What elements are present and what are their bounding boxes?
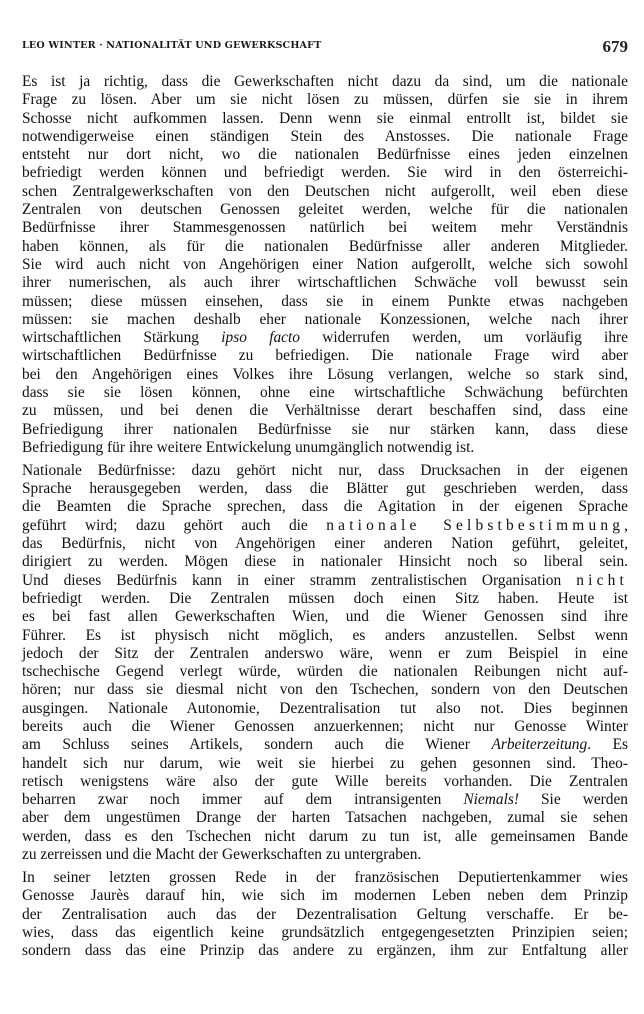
- italic-term: Niemals!: [463, 791, 519, 809]
- text-line: Sie wird auch nicht von Angehörigen einer Nation aufgerollt, welche sich sowohl: [22, 255, 628, 273]
- text-line: dass sie sie lösen können, ohne eine wirtschaftliche Schwächung befürchten: [22, 384, 628, 402]
- text-line: jedoch der Sitz der Zentralen anderswo wäre, wenn er zum Beispiel in eine: [22, 644, 628, 662]
- body-text: [22, 73, 628, 965]
- text-line: tschechische Gegend verlegt würde, würden die nationalen Reibungen nicht auf-: [22, 663, 628, 681]
- running-head: [22, 38, 628, 54]
- text-line: der Zentralisation auch das der Dezentralisation Geltung verschaffe. Er be-: [22, 905, 628, 923]
- italic-term: ipso facto: [221, 329, 300, 347]
- spaced-emphasis: nicht: [576, 571, 628, 589]
- text-line: müssen; diese müssen einsehen, dass sie in einem Punkte etwas nachgeben: [22, 292, 628, 310]
- text-line: wies, dass das eigentlich keine grundsätzlich entgegengesetzten Prinzipien seien;: [22, 923, 628, 941]
- text-line: Führer. Es ist physisch nicht möglich, es anders anzustellen. Selbst wenn: [22, 626, 628, 644]
- text-line: Genosse Jaurès darauf hin, wie sich im modernen Leben neben dem Prinzip: [22, 887, 628, 905]
- text-line: am Schluss seines Artikels, sondern auch die Wiener Arbeiterzeitung. Es: [22, 736, 628, 754]
- text-line: wirtschaftlichen Bedürfnisse zu befriedigen. Die nationale Frage wird aber: [22, 347, 628, 365]
- text-line: aber dem ungestümen Drange der harten Tatsachen nachgeben, zumal sie sehen: [22, 809, 628, 827]
- text-line: In seiner letzten grossen Rede in der französischen Deputiertenkammer wies: [22, 868, 628, 886]
- text-line: beharren zwar noch immer auf dem intransigenten Niemals! Sie werden: [22, 791, 628, 809]
- text-line: Befriedigung für ihre weitere Entwickelung unumgänglich notwendig ist.: [22, 438, 475, 456]
- text-line: Schosse nicht aufkommen lassen. Denn wenn sie einmal entrollt ist, bildet sie: [22, 109, 628, 127]
- spaced-emphasis: nationale Selbstbestimmung: [326, 516, 625, 534]
- text-line: handelt sich nur darum, wie weit sie hierbei zu gehen gesonnen sind. Theo-: [22, 754, 628, 772]
- text-line: das Bedürfnis, nicht von Angehörigen einer anderen Nation geführt, geleitet,: [22, 535, 628, 553]
- italic-term: Arbeiterzeitung: [491, 736, 588, 754]
- text-line: bei den Angehörigen eines Volkes ihre Lösung verlangen, welche so stark sind,: [22, 365, 628, 383]
- page-number: 679: [602, 37, 628, 56]
- text-line: haben können, als für die nationalen Bedürfnisse aller anderen Mitglieder.: [22, 237, 628, 255]
- text-line: zu zerreissen und die Macht der Gewerkschaften zu untergraben.: [22, 846, 422, 864]
- text-line: hören; nur dass sie diesmal nicht von den Tschechen, sondern von den Deutschen: [22, 681, 628, 699]
- text-line: notwendigerweise einen ständigen Stein des Anstosses. Die nationale Frage: [22, 127, 628, 145]
- text-line: Und dieses Bedürfnis kann in einer stramm zentralistischen Organisation nicht: [22, 571, 628, 589]
- text-line: Befriedigung ihrer nationalen Bedürfnisse sie nur stärken kann, dass diese: [22, 420, 628, 438]
- text-line: ausgingen. Nationale Autonomie, Dezentralisation tut also not. Dies beginnen: [22, 699, 628, 717]
- text-line: zu müssen, und bei denen die Verhältnisse derart beschaffen sind, dass eine: [22, 402, 628, 420]
- text-line: es bei fast allen Gewerkschaften Wien, und die Wiener Genossen sind ihre: [22, 608, 628, 626]
- paragraph: [22, 462, 628, 865]
- text-line: entsteht nur dort nicht, wo die nationalen Bedürfnisse eines jeden einzelnen: [22, 146, 628, 164]
- paragraph: [22, 73, 628, 457]
- text-line: bereits auch die Wiener Genossen anzuerkennen; nicht nur Genosse Winter: [22, 717, 628, 735]
- text-line: befriedigt werden können und befriedigt werden. Sie wird in den österreichi-: [22, 164, 628, 182]
- text-line: ihrer numerischen, als auch ihrer wirtschaftlichen Schwäche voll bewusst sein: [22, 274, 628, 292]
- text-line: geführt wird; dazu gehört auch die nationale Selbstbestimmung,: [22, 516, 628, 534]
- text-line: befriedigt werden. Die Zentralen müssen doch einen Sitz haben. Heute ist: [22, 589, 628, 607]
- text-line: schen Zentralgewerkschaften von den Deutschen nicht aufgerollt, weil eben diese: [22, 182, 628, 200]
- running-head-title: LEO WINTER · NATIONALITÄT UND GEWERKSCHAFT: [22, 40, 322, 51]
- text-line: retisch wenigstens wäre also der gute Wille bereits vorhanden. Die Zentralen: [22, 772, 628, 790]
- paragraph: [22, 869, 628, 960]
- text-line: Nationale Bedürfnisse: dazu gehört nicht nur, dass Drucksachen in der eigenen: [22, 461, 628, 479]
- text-line: dirigiert zu werden. Mögen diese in nationaler Hinsicht noch so liberal sein.: [22, 553, 628, 571]
- text-line: müssen: sie machen deshalb eher nationale Konzessionen, welche nach ihrer: [22, 310, 628, 328]
- text-line: wirtschaftlichen Stärkung ipso facto widerrufen werden, um vorläufig ihre: [22, 329, 628, 347]
- text-line: Frage zu lösen. Aber um sie nicht lösen zu müssen, dürfen sie sie in ihrem: [22, 91, 628, 109]
- text-line: Zentralen von deutschen Genossen geleitet werden, welche für die nationalen: [22, 201, 628, 219]
- text-line: Es ist ja richtig, dass die Gewerkschaften nicht dazu da sind, um die nationale: [22, 73, 628, 90]
- text-line: sondern dass das eine Prinzip das andere zu ergänzen, ihm zur Entfaltung aller: [22, 942, 628, 960]
- text-line: Bedürfnisse ihrer Stammesgenossen natürlich bei weitem mehr Verständnis: [22, 219, 628, 237]
- text-line: die Beamten die Sprache sprechen, dass die Agitation in der eigenen Sprache: [22, 498, 628, 516]
- text-line: werden, dass es den Tschechen nicht darum zu tun ist, alle gemeinsamen Bande: [22, 827, 628, 845]
- text-line: Sprache herausgegeben werden, dass die Blätter gut geschrieben werden, dass: [22, 480, 628, 498]
